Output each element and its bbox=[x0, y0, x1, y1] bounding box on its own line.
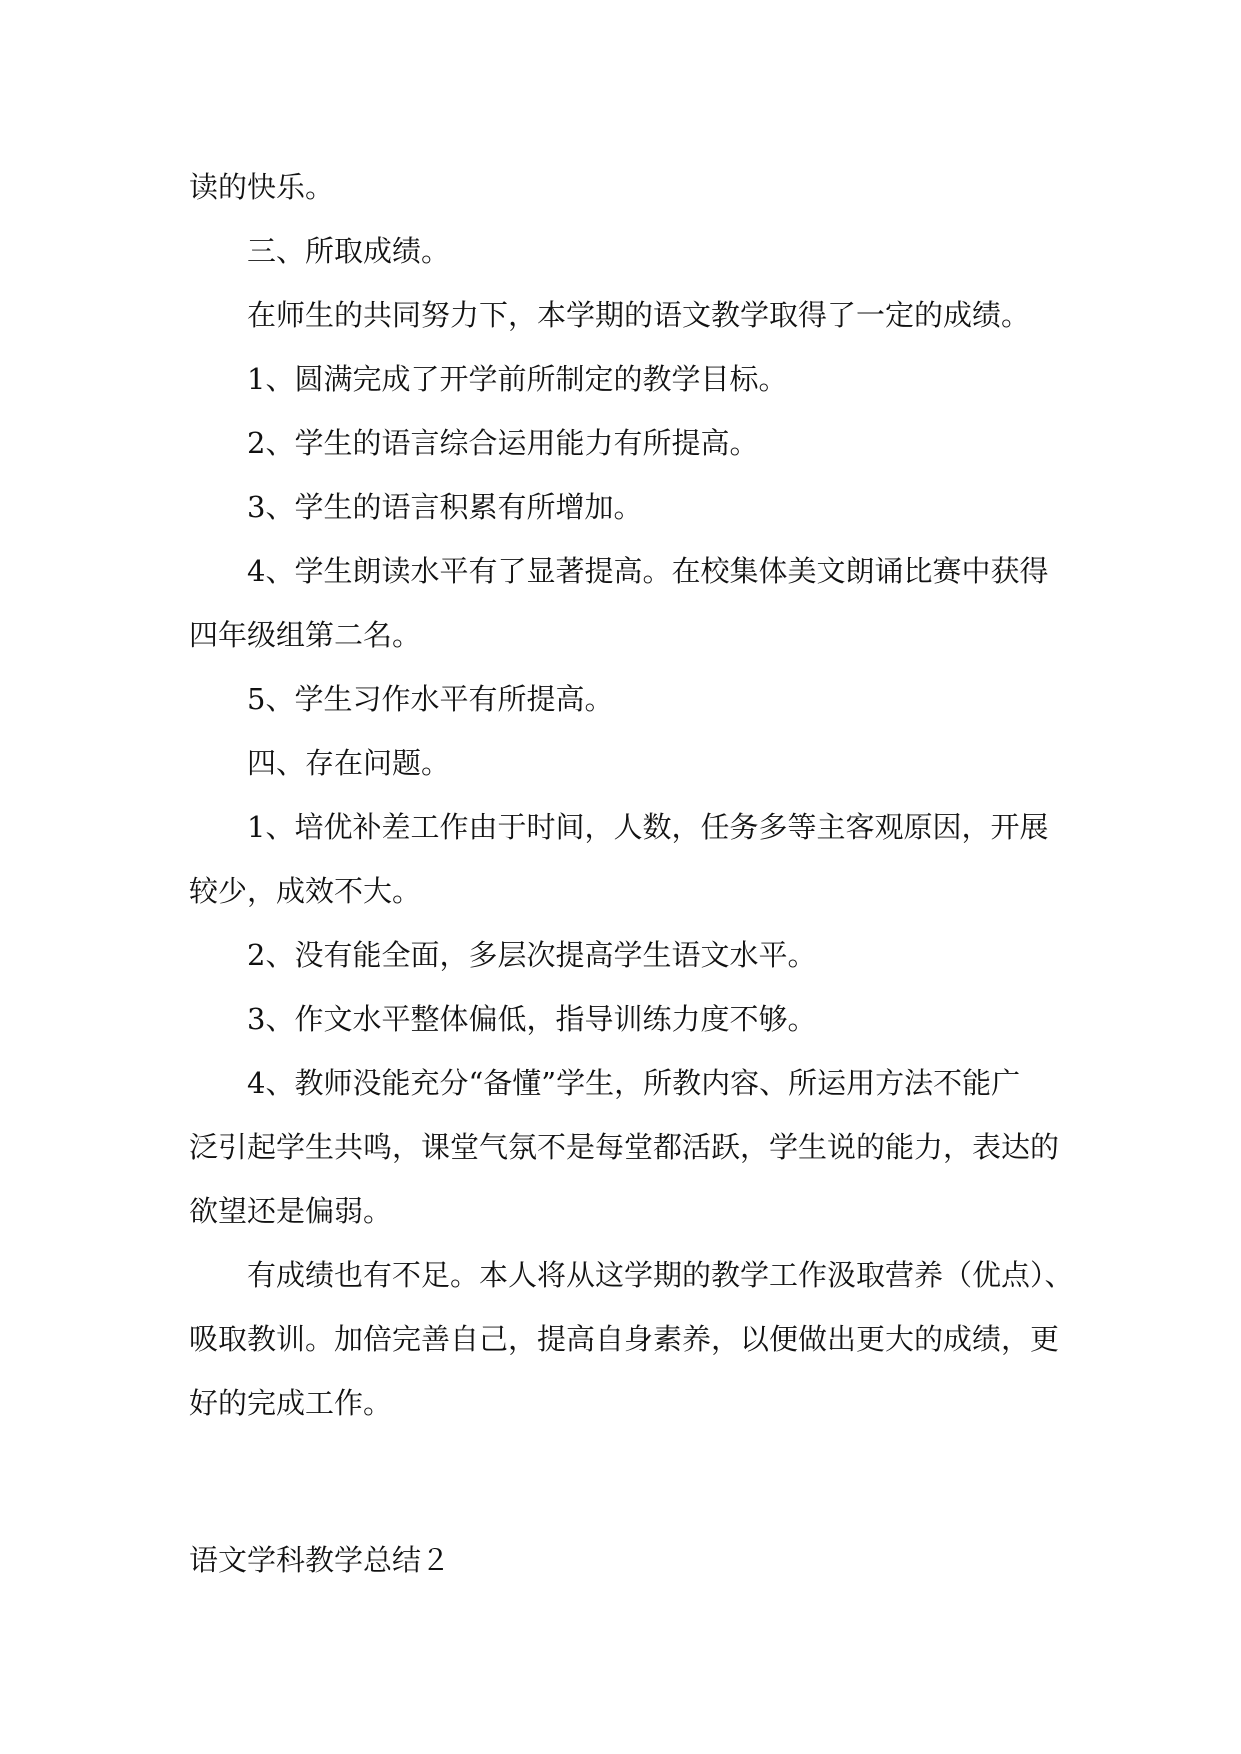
paragraph-line: 泛引起学生共鸣，课堂气氛不是每堂都活跃，学生说的能力，表达的 bbox=[189, 1130, 1060, 1164]
list-item: 4、学生朗读水平有了显著提高。在校集体美文朗诵比赛中获得 bbox=[247, 554, 1049, 588]
list-item: 2、没有能全面，多层次提高学生语文水平。 bbox=[247, 938, 817, 972]
paragraph-line: 吸取教训。加倍完善自己，提高自身素养，以便做出更大的成绩，更 bbox=[189, 1322, 1060, 1356]
list-item: 1、圆满完成了开学前所制定的教学目标。 bbox=[247, 362, 788, 396]
paragraph-line: 四年级组第二名。 bbox=[189, 618, 422, 652]
section-heading-problems: 四、存在问题。 bbox=[247, 746, 451, 780]
list-item: 5、学生习作水平有所提高。 bbox=[247, 682, 614, 716]
section-title: 语文学科教学总结２ bbox=[189, 1543, 451, 1577]
list-item: 2、学生的语言综合运用能力有所提高。 bbox=[247, 426, 759, 460]
list-item: 3、作文水平整体偏低，指导训练力度不够。 bbox=[247, 1002, 817, 1036]
section-heading-achievements: 三、所取成绩。 bbox=[247, 234, 451, 268]
paragraph-line: 较少，成效不大。 bbox=[189, 874, 422, 908]
list-item: 4、教师没能充分“备懂”学生，所教内容、所运用方法不能广 bbox=[247, 1066, 1021, 1100]
document-body bbox=[189, 155, 1074, 1435]
paragraph-line: 好的完成工作。 bbox=[189, 1386, 393, 1420]
paragraph-line: 读的快乐。 bbox=[189, 170, 335, 204]
paragraph-line: 有成绩也有不足。本人将从这学期的教学工作汲取营养（优点）、 bbox=[247, 1258, 1074, 1292]
list-item: 1、培优补差工作由于时间，人数，任务多等主客观原因，开展 bbox=[247, 810, 1049, 844]
list-item: 3、学生的语言积累有所增加。 bbox=[247, 490, 643, 524]
paragraph-line: 在师生的共同努力下，本学期的语文教学取得了一定的成绩。 bbox=[247, 298, 1031, 332]
paragraph-line: 欲望还是偏弱。 bbox=[189, 1194, 393, 1228]
